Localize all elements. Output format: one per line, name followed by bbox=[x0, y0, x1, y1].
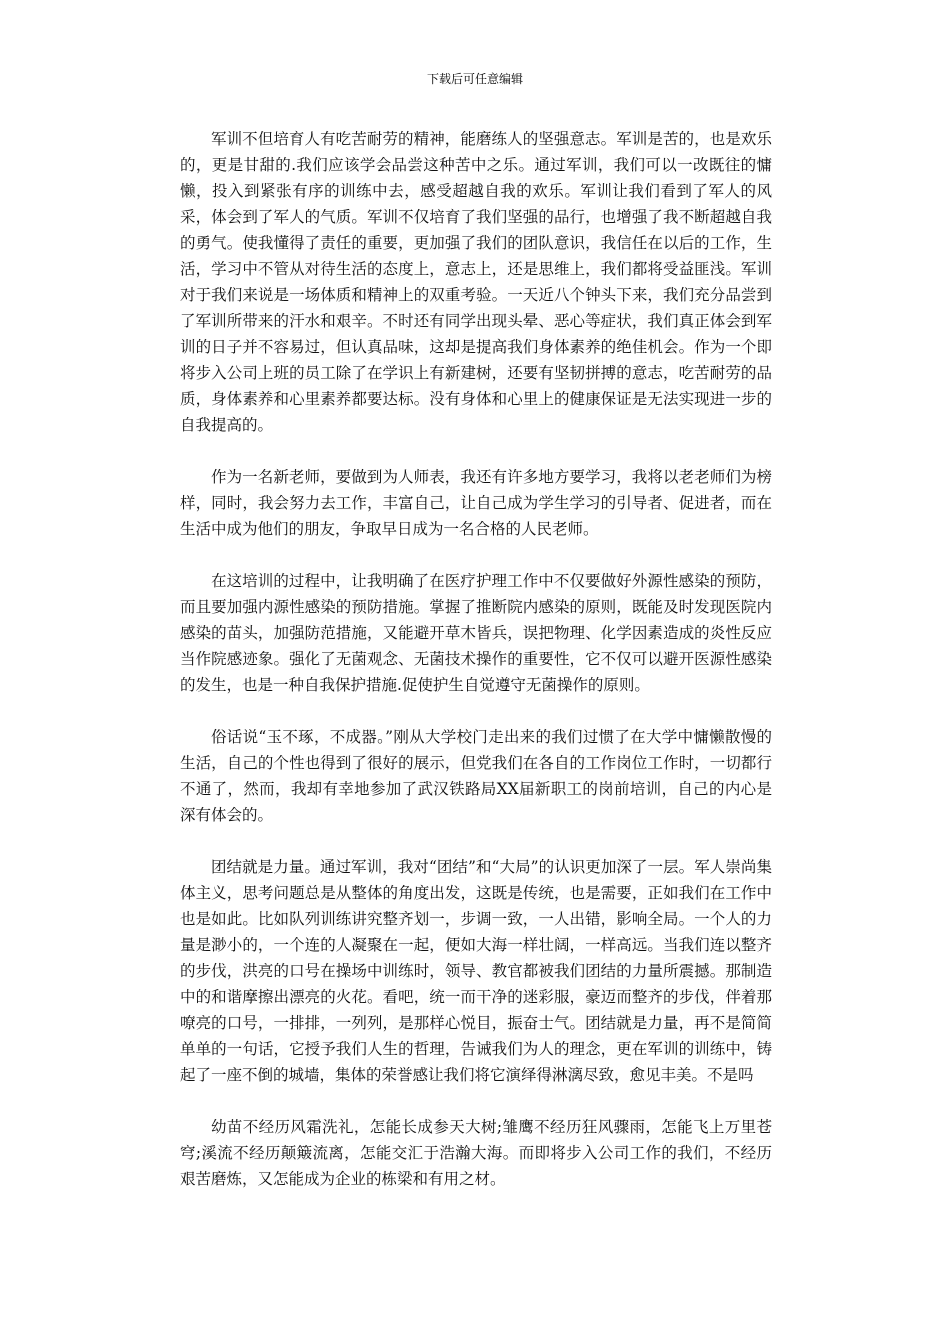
paragraph-5: 团结就是力量。通过军训，我对“团结”和“大局”的认识更加深了一层。军人崇尚集体主义，思考问题总是从整体的角度出发，这既是传统，也是需要，正如我们在工作中也是如此。比如队列训练讲究整齐划一，步调一致，一人出错，影响全局。一个人的力量是渺小的，一个连的人凝聚在一起，便如大海一样壮阔，一样高远。当我们连以整齐的步伐，洪亮的口号在操场中训练时，领导、教官都被我们团结的力量所震撼。那制造中的和谐摩擦出漂亮的火花。看吧，统一而干净的迷彩服，豪迈而整齐的步伐，伴着那嘹亮的口号，一排排，一列列，是那样心悦目，振奋士气。团结就是力量，再不是简简单单的一句话，它授予我们人生的哲理，告诫我们为人的理念，更在军训的训练中，铸起了一座不倒的城墙，集体的荣誉感让我们将它演绎得淋漓尽致，愈见丰美。不是吗 bbox=[180, 858, 772, 1084]
paragraph-3: 在这培训的过程中，让我明确了在医疗护理工作中不仅要做好外源性感染的预防，而且要加强内源性感染的预防措施。掌握了推断院内感染的原则，既能及时发现医院内感染的苗头，加强防范措施，又能避开草木皆兵，误把物理、化学因素造成的炎性反应当作院感迹象。强化了无菌观念、无菌技术操作的重要性，它不仅可以避开医源性感染的发生，也是一种自我保护措施.促使护生自觉遵守无菌操作的原则。 bbox=[180, 572, 772, 694]
page-header: 下载后可任意编辑 bbox=[426, 72, 523, 86]
paragraph-1: 军训不但培育人有吃苦耐劳的精神，能磨练人的坚强意志。军训是苦的，也是欢乐的，更是甘甜的.我们应该学会品尝这种苦中之乐。通过军训，我们可以一改既往的慵懒，投入到紧张有序的训练中去，感受超越自我的欢乐。军训让我们看到了军人的风采，体会到了军人的气质。军训不仅培育了我们坚强的品行，也增强了我不断超越自我的勇气。使我懂得了责任的重要，更加强了我们的团队意识，我信任在以后的工作，生活，学习中不管从对待生活的态度上，意志上，还是思维上，我们都将受益匪浅。军训对于我们来说是一场体质和精神上的双重考验。一天近八个钟头下来，我们充分品尝到了军训所带来的汗水和艰辛。不时还有同学出现头晕、恶心等症状，我们真正体会到军训的日子并不容易过，但认真品味，这却是提高我们身体素养的绝佳机会。作为一个即将步入公司上班的员工除了在学识上有新建树，还要有坚韧拼搏的意志，吃苦耐劳的品质，身体素养和心里素养都要达标。没有身体和心里上的健康保证是无法实现进一步的自我提高的。 bbox=[180, 130, 772, 434]
paragraph-6: 幼苗不经历风霜洗礼，怎能长成参天大树;雏鹰不经历狂风骤雨，怎能飞上万里苍穹;溪流不经历颠簸流离，怎能交汇于浩瀚大海。而即将步入公司工作的我们，不经历艰苦磨炼，又怎能成为企业的栋梁和有用之材。 bbox=[180, 1118, 772, 1188]
document-body bbox=[180, 126, 772, 1218]
paragraph-4: 俗话说“玉不琢，不成器。”刚从大学校门走出来的我们过惯了在大学中慵懒散慢的生活，自己的个性也得到了很好的展示，但党我们在各自的工作岗位工作时，一切都行不通了，然而，我却有幸地参加了武汉铁路局XX届新职工的岗前培训，自己的内心是深有体会的。 bbox=[180, 728, 772, 824]
paragraph-2: 作为一名新老师，要做到为人师表，我还有许多地方要学习，我将以老老师们为榜样，同时，我会努力去工作，丰富自己，让自己成为学生学习的引导者、促进者，而在生活中成为他们的朋友，争取早日成为一名合格的人民老师。 bbox=[180, 468, 772, 538]
